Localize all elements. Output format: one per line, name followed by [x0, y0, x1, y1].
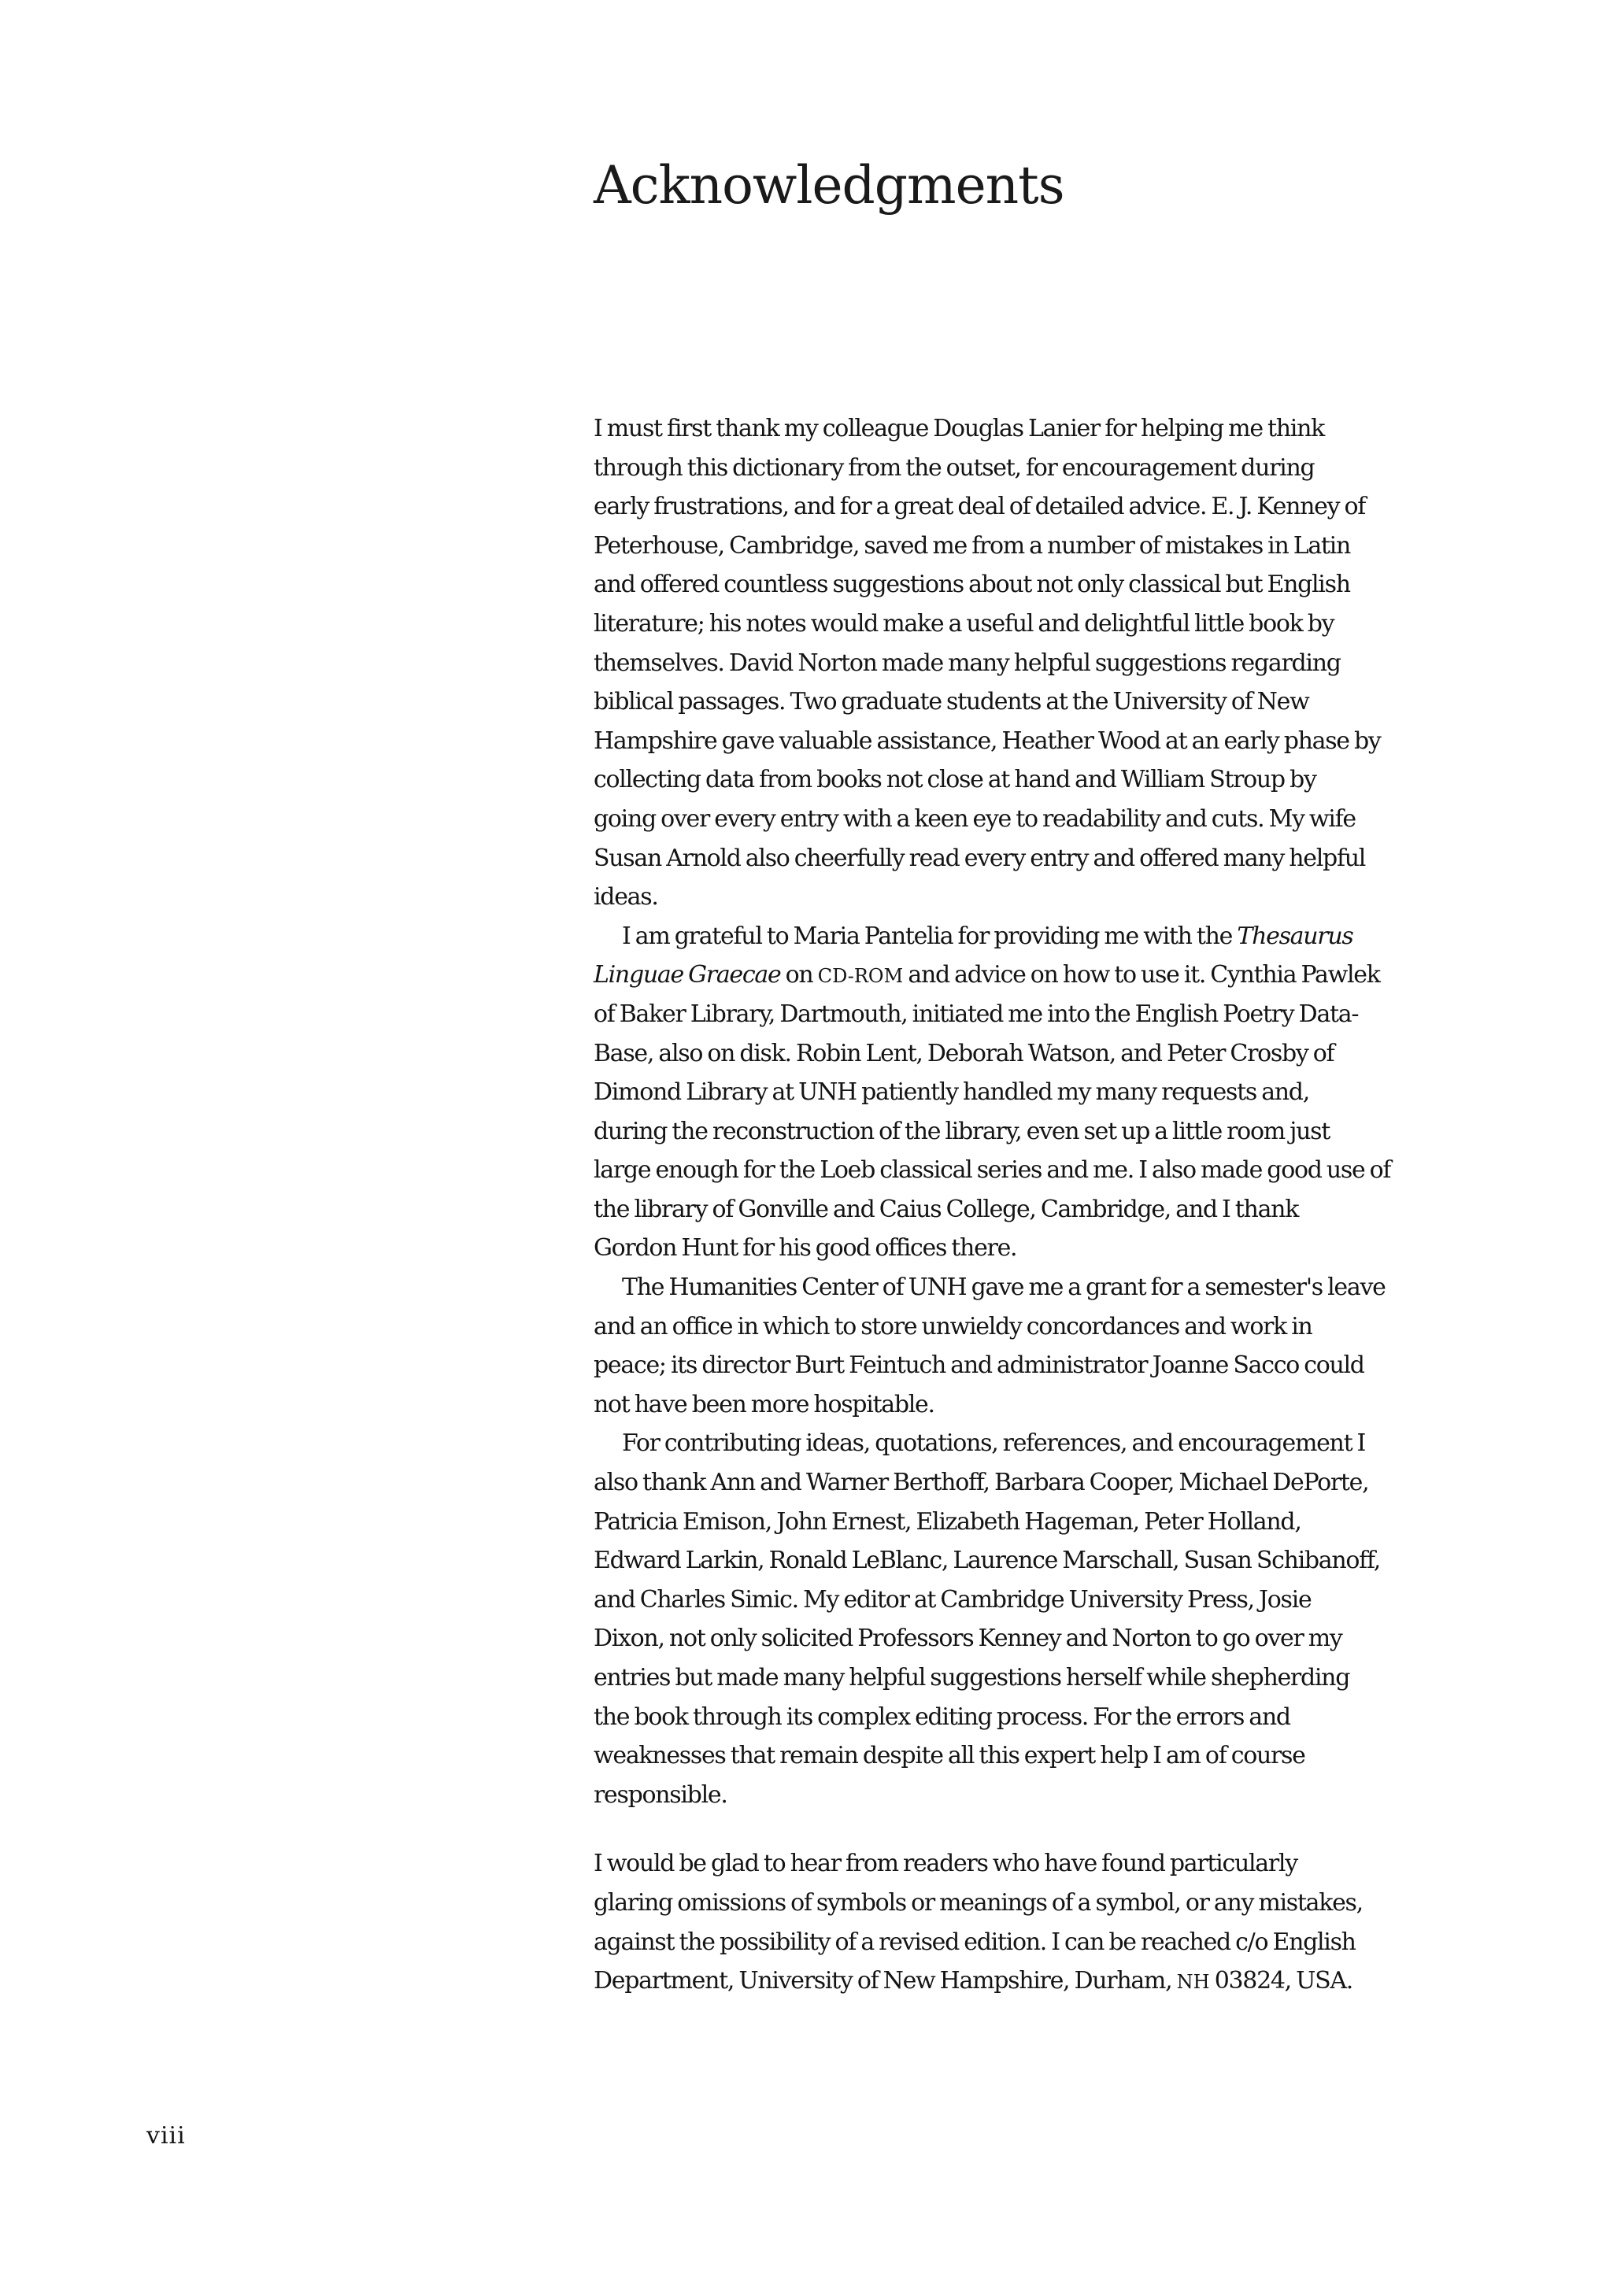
paragraph-contact — [594, 1844, 1444, 2000]
text-line: collecting data from books not close at hand and William Stroup by — [594, 766, 1316, 794]
text-line: Edward Larkin, Ronald LeBlanc, Laurence Marschall, Susan Schibanoff, — [594, 1547, 1380, 1575]
text-line: and an office in which to store unwieldy concordances and work in — [594, 1312, 1312, 1340]
text-line — [594, 1961, 1444, 2001]
text-line: ideas. — [594, 883, 658, 911]
text-line: Dimond Library at UNH patiently handled my many requests and, — [594, 1078, 1309, 1107]
text-run: I am grateful to Maria Pantelia for providing me with the — [622, 922, 1238, 950]
text-line: large enough for the Loeb classical series and me. I also made good use of — [594, 1156, 1391, 1185]
text-line: early frustrations, and for a great deal of detailed advice. E. J. Kenney of — [594, 493, 1366, 521]
text-line: and offered countless suggestions about not only classical but English — [594, 571, 1350, 599]
text-line — [594, 917, 1444, 956]
text-line: peace; its director Burt Feintuch and administrator Joanne Sacco could — [594, 1351, 1364, 1380]
text-line: against the possibility of a revised edition. I can be reached c/o English — [594, 1928, 1356, 1956]
text-line: For contributing ideas, quotations, references, and encouragement I — [622, 1429, 1366, 1458]
paragraph-thanks-humanities-center — [594, 1268, 1444, 1424]
text-run: Department, University of New Hampshire, Durham, — [594, 1967, 1177, 1995]
text-line: Dixon, not only solicited Professors Kenney and Norton to go over my — [594, 1625, 1342, 1653]
small-caps-run: CD-ROM — [817, 965, 904, 988]
small-caps-run: NH — [1176, 1971, 1210, 1994]
page-title: Acknowledgments — [594, 155, 1064, 216]
paragraph-spacer — [594, 1814, 1444, 1844]
italic-title-run: Linguae Graecae — [594, 961, 781, 989]
text-line: entries but made many helpful suggestions herself while shepherding — [594, 1664, 1350, 1691]
italic-title-run: Thesaurus — [1237, 922, 1353, 950]
page-number: viii — [146, 2122, 186, 2150]
text-line: the book through its complex editing process. For the errors and — [594, 1703, 1290, 1731]
text-line: biblical passages. Two graduate students at the University of New — [594, 688, 1309, 716]
text-line: glaring omissions of symbols or meanings of a symbol, or any mistakes, — [594, 1888, 1363, 1917]
text-line: Patricia Emison, John Ernest, Elizabeth Hageman, Peter Holland, — [594, 1507, 1301, 1536]
text-line: Gordon Hunt for his good offices there. — [594, 1234, 1017, 1263]
text-run: 03824, USA. — [1209, 1967, 1352, 1995]
text-line: weaknesses that remain despite all this expert help I am of course — [594, 1742, 1305, 1770]
text-line: Base, also on disk. Robin Lent, Deborah Watson, and Peter Crosby of — [594, 1039, 1334, 1067]
text-run: and advice on how to use it. Cynthia Pawlek — [903, 961, 1380, 989]
text-line — [594, 956, 1444, 995]
text-line: the library of Gonville and Caius College, Cambridge, and I thank — [594, 1195, 1299, 1223]
paragraph-thanks-libraries — [594, 917, 1444, 1268]
text-line: Hampshire gave valuable assistance, Heather Wood at an early phase by — [594, 727, 1381, 755]
text-line: not have been more hospitable. — [594, 1390, 934, 1418]
text-line: I must first thank my colleague Douglas Lanier for helping me think — [594, 415, 1324, 442]
text-line: literature; his notes would make a useful and delightful little book by — [594, 609, 1334, 638]
text-line: Susan Arnold also cheerfully read every entry and offered many helpful — [594, 844, 1366, 872]
text-line: Peterhouse, Cambridge, saved me from a number of mistakes in Latin — [594, 531, 1351, 560]
text-line: and Charles Simic. My editor at Cambridge University Press, Josie — [594, 1585, 1312, 1614]
text-line: also thank Ann and Warner Berthoff, Barbara Cooper, Michael DePorte, — [594, 1469, 1369, 1497]
text-line: of Baker Library, Dartmouth, initiated me into the English Poetry Data- — [594, 1000, 1359, 1028]
text-line: I would be glad to hear from readers who have found particularly — [594, 1850, 1297, 1878]
text-line: during the reconstruction of the library, even set up a little room just — [594, 1117, 1330, 1145]
acknowledgments-body — [594, 409, 1444, 2001]
text-line: The Humanities Center of UNH gave me a grant for a semester's leave — [622, 1274, 1386, 1302]
text-line: going over every entry with a keen eye to readability and cuts. My wife — [594, 804, 1356, 833]
paragraph-thanks-colleagues — [594, 409, 1444, 917]
paragraph-thanks-contributors — [594, 1424, 1444, 1814]
text-line: through this dictionary from the outset, for encouragement during — [594, 453, 1315, 482]
text-line: themselves. David Norton made many helpful suggestions regarding — [594, 649, 1341, 677]
text-line: responsible. — [594, 1780, 727, 1809]
text-run: on — [780, 961, 818, 989]
